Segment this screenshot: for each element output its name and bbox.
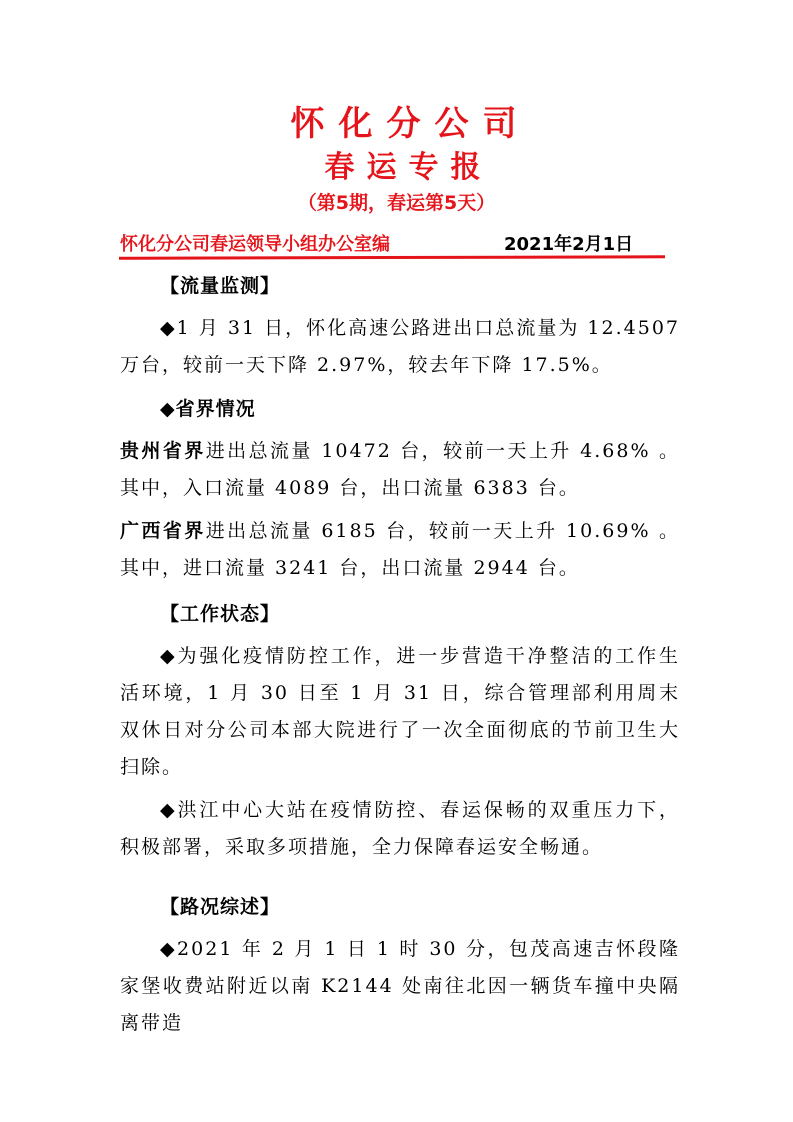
road-paragraph: ◆2021 年 2 月 1 日 1 时 30 分，包茂高速吉怀段隆家堡收费站附近以南 K2144 处南往北因一辆货车撞中央隔离带造 [120, 938, 680, 1034]
work-paragraph-2: ◆洪江中心大站在疫情防控、春运保畅的双重压力下，积极部署，采取多项措施，全力保障春运安全畅通。 [120, 799, 680, 858]
section-work [120, 596, 680, 866]
section-heading-road: 【路况综述】 [160, 896, 281, 918]
section-heading-border: ◆省界情况 [160, 398, 256, 420]
work-paragraph-1: ◆为强化疫情防控工作，进一步营造干净整洁的工作生活环境，1 月 30 日至 1 月 31 日，综合管理部利用周末双休日对分公司本部大院进行了一次全面彻底的节前卫生大扫除。 [120, 645, 680, 778]
guizhou-lead: 贵州省界 [120, 440, 206, 462]
section-flow [120, 268, 680, 384]
report-title: 春运专报 [324, 150, 493, 185]
section-road [120, 889, 680, 1042]
report-date: 2021年2月1日 [504, 234, 634, 255]
header-divider [119, 255, 665, 259]
editor-label: 怀化分公司春运领导小组办公室编 [120, 234, 390, 255]
org-title: 怀化分公司 [290, 104, 531, 144]
issue-number: （第5期，春运第5天） [297, 192, 496, 214]
section-heading-work: 【工作状态】 [160, 603, 281, 625]
editor-row [120, 230, 665, 256]
section-border [120, 391, 680, 587]
guangxi-paragraph [120, 513, 680, 587]
guizhou-text: 进出总流量 10472 台，较前一天上升 4.68% 。其中，入口流量 4089 台，出口流量 6383 台。 [120, 440, 680, 499]
guangxi-lead: 广西省界 [120, 520, 206, 542]
guangxi-text: 进出总流量 6185 台，较前一天上升 10.69% 。其中，进口流量 3241 台，出口流量 2944 台。 [120, 520, 680, 579]
guizhou-paragraph [120, 433, 680, 507]
flow-paragraph: ◆1 月 31 日，怀化高速公路进出口总流量为 12.4507 万台，较前一天下降 2.97%，较去年下降 17.5%。 [120, 317, 680, 376]
section-heading-flow: 【流量监测】 [160, 275, 281, 297]
